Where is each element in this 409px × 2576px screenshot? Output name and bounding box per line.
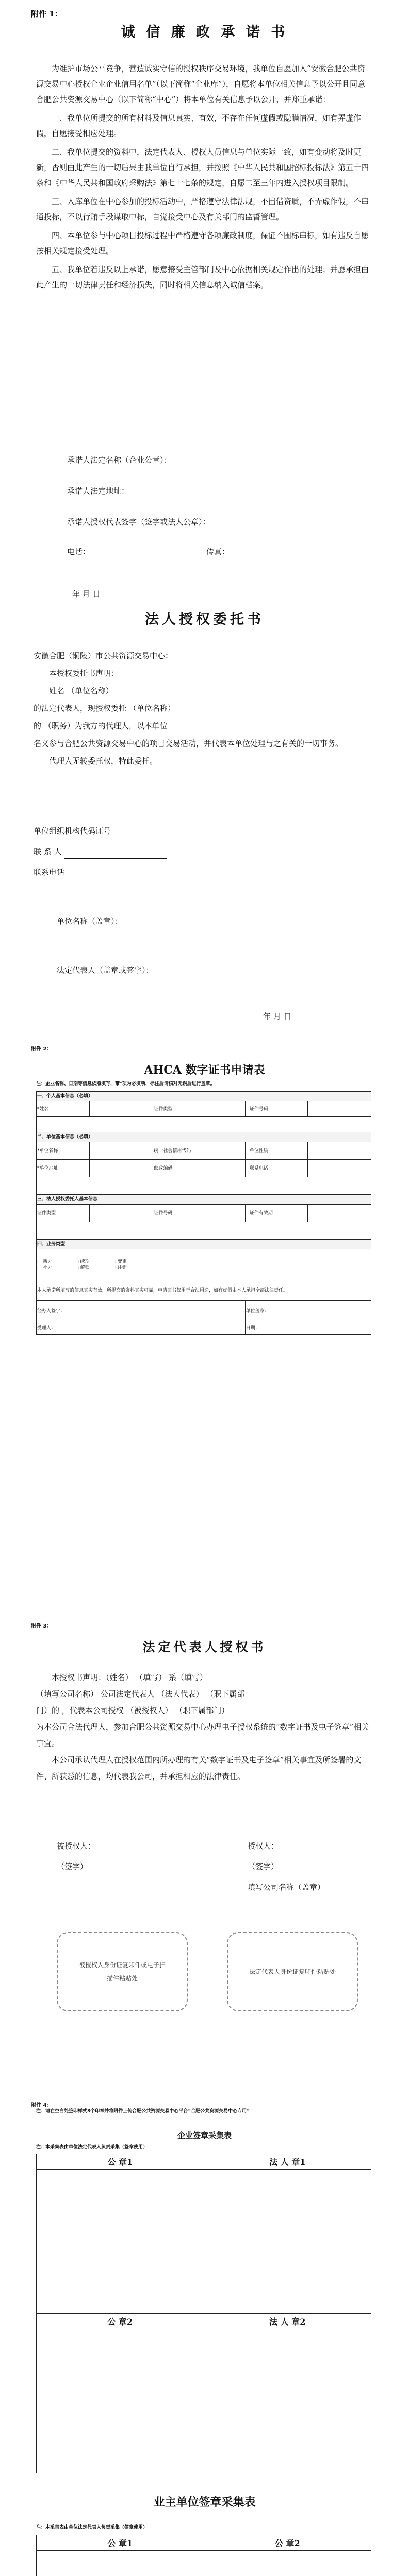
grantee-sign: （签字）: [57, 1862, 88, 1871]
ahca-form-table: [36, 1091, 371, 1335]
biz-unlock-checkbox[interactable]: □ 解锁: [74, 1265, 90, 1270]
org-code-label: 单位组织机构代码证号: [34, 826, 111, 836]
auth-line: 门）的 ，代表本公司授权 （被授权人） （职下属部门）: [36, 1706, 230, 1715]
unit-type-label: 单位性质: [249, 1142, 307, 1160]
phone-label: 联系电话: [34, 868, 65, 877]
receive-date: 日期：: [245, 1321, 371, 1335]
seal-area[interactable]: [37, 2170, 204, 2314]
enterprise-seal-page: [0, 2102, 409, 2488]
poa-line: 的法定代表人，现授权委托 （单位名称）: [34, 704, 175, 713]
agent-idno-label: 证件号码: [153, 1205, 245, 1222]
pledge-item-2: 二、我单位提交的资料中，法定代表人、授权人员信息与单位实际一致，如有变动将及时更新，否则由此产生的一切后果由我单位自行承担，并按照《中华人民共和国招标投标法》第五十四条和《中华人民共和国政府采购法》第七十七条的规定，自愿二至三年内进入授权项目限制。: [36, 147, 369, 188]
seal-area[interactable]: [204, 2329, 371, 2473]
agent-expiry-label: 证件有效期: [249, 1205, 307, 1222]
agent-expiry-input[interactable]: [308, 1205, 371, 1222]
pledger-tel: 电话：: [67, 547, 91, 556]
biz-renew-checkbox[interactable]: □ 续期: [74, 1259, 90, 1264]
idtype-label: 证件类型: [153, 1101, 245, 1117]
poa-page: [0, 613, 409, 1087]
pledge-item-3: 三、入库单位在中心参加的投标活动中，严格遵守法律法规，不出借资质，不弄虚作假，不串通投标，不以行贿手段谋取中标，自觉接受中心及有关部门的监督管理。: [36, 197, 369, 222]
owner-seal-table: [36, 2535, 371, 2576]
poa-unit-seal: 单位名称（盖章）：: [57, 917, 123, 926]
tel-label: 联系电话: [249, 1160, 307, 1177]
grantor-company: 填写公司名称（盖章）: [248, 1883, 325, 1892]
contact-label: 联 系 人: [34, 847, 62, 856]
blank-row: [37, 1222, 371, 1240]
seal-cell-title: 法 人 章2: [204, 2314, 371, 2329]
idno-input[interactable]: [308, 1101, 371, 1117]
ahca-terms: 本人承诺所填写的信息真实有效，所提交的资料真实可靠，申请证书仅用于合法用途，如有虚假由本人承担全部法律责任。: [37, 1280, 371, 1301]
seal-area[interactable]: [37, 2551, 204, 2576]
seal-table: [36, 2154, 371, 2473]
pledge-intro: 为维护市场公平竞争，营造诚实守信的授权秩序交易环境，我单位自愿加入“安徽合肥公共资源交易中心授权企业企业信用名单”（以下简称“企业库”），自愿将本单位相关信息予以公开且同意合肥公共资源交易中心（以下简称“中心”）将本单位有关信息予以公开，并郑重承诺：: [36, 64, 366, 104]
seal-cell-title: 公 章2: [37, 2314, 204, 2329]
unit-addr-input[interactable]: [90, 1160, 153, 1177]
unit-seal: 单位盖章：: [245, 1301, 371, 1321]
pledger-name: 承诺人法定名称（企业公章）：: [67, 455, 172, 465]
seal-cell-title: 公 章2: [204, 2535, 371, 2551]
unit-name-label: *单位名称: [37, 1142, 90, 1160]
section-agent: 三、法人授权委托人基本信息: [37, 1195, 371, 1205]
zip-input[interactable]: [245, 1160, 249, 1177]
zip-label: 邮政编码: [153, 1160, 245, 1177]
grantor-label: 授权人：: [248, 1841, 279, 1851]
credit-code-label: 统一社会信用代码: [153, 1142, 245, 1160]
box-label: 被授权人身份证复印件或电子扫描件粘贴处: [78, 1961, 166, 1982]
owner-seal-title: 业主单位签章采集表: [153, 2496, 256, 2509]
ahca-application-page: [0, 1046, 409, 1654]
biz-cancel-checkbox[interactable]: □ 注销: [111, 1265, 127, 1270]
auth-line: （填写公司名称） 公司法定代表人 （法人代表） （职下属部: [36, 1689, 245, 1699]
section-unit: 二、单位基本信息（必填）: [37, 1132, 371, 1142]
agent-idtype-input[interactable]: [90, 1205, 153, 1222]
poa-title: 法人授权委托书: [145, 612, 264, 628]
biz-reissue-checkbox[interactable]: □ 补办: [37, 1265, 53, 1270]
auth-title: 法定代表人授权书: [142, 1639, 267, 1654]
agent-idtype-label: 证件类型: [37, 1205, 90, 1222]
phone-field[interactable]: [67, 866, 170, 879]
poa-recipient: 安徽合肥（铜陵）市公共资源交易中心：: [34, 651, 173, 660]
section-personal: 一、个人基本信息（必填）: [37, 1092, 371, 1101]
pledger-signature: 承诺人授权代表签字（签字或法人公章）：: [67, 517, 210, 527]
receiver: 受理人：: [37, 1321, 246, 1335]
ahca-title: AHCA 数字证书申请表: [144, 1063, 265, 1077]
credit-code-input[interactable]: [245, 1142, 249, 1160]
tel-input[interactable]: [308, 1160, 371, 1177]
box-label: 法定代表人身份证复印件粘贴处: [249, 1968, 336, 1975]
pledge-item-5: 五、我单位若违反以上承诺，愿意接受主管部门及中心依据相关规定作出的处理；并愿承担由此产生的一切法律责任和经济损失，同时将相关信息纳入诚信档案。: [36, 265, 369, 290]
seal-cell-title: 法 人 章1: [204, 2154, 371, 2170]
attachment-label: 附件 3：: [31, 1623, 52, 1629]
blank-row: [37, 1177, 371, 1195]
seal-area[interactable]: [204, 2551, 371, 2576]
pledge-item-1: 一、我单位所提交的所有材料及信息真实、有效，不存在任何虚假或隐瞒情况，如有弄虚作假，自愿接受相应处理。: [36, 113, 362, 138]
agent-sign: 经办人签字：: [37, 1301, 246, 1321]
legal-rep-id-box[interactable]: [227, 1932, 358, 2011]
name-label: *姓名: [37, 1101, 90, 1117]
pledge-title: 诚 信 廉 政 承 诺 书: [121, 24, 288, 40]
seal-area[interactable]: [204, 2170, 371, 2314]
unit-name-input[interactable]: [90, 1142, 153, 1160]
grantee-id-box[interactable]: [57, 1932, 188, 2011]
poa-line: 姓名 （单位名称）: [49, 686, 113, 696]
legal-rep-auth-page: [0, 1623, 409, 2102]
auth-line: 本授权书声明：（姓名） （填写） 系（填写）: [52, 1673, 208, 1682]
idtype-input[interactable]: [245, 1101, 249, 1117]
integrity-pledge-page: [0, 0, 409, 613]
ahca-note: 注：企业名称、日期等信息依照填写，带*项为必填项，标注后请核对无误后进行盖章。: [36, 1081, 215, 1087]
poa-line: 本授权委托书声明：: [49, 669, 119, 678]
section-business: 四、业务类型: [37, 1240, 371, 1249]
auth-line: 为本公司合法代理人，参加合肥公共资源交易中心办理电子授权系统的“数字证书及电子签章”相关事宜。: [36, 1722, 369, 1748]
grantee-label: 被授权人：: [57, 1841, 96, 1851]
pledger-fax: 传真：: [206, 547, 230, 556]
seal-cell-title: 公 章1: [37, 2535, 204, 2551]
grantor-sign: （签字）: [248, 1862, 279, 1871]
seal-sub: 注：本采集表由单位法定代表人负责采集（签章使用）: [36, 2145, 148, 2150]
org-code-field[interactable]: [113, 824, 237, 838]
poa-line: 名义参与合肥公共资源交易中心的项目交易活动，并代表本单位处理与之有关的一切事务。: [34, 739, 343, 748]
contact-field[interactable]: [64, 845, 167, 859]
name-input[interactable]: [90, 1101, 153, 1117]
auth-line: 本公司承认代理人在授权范围内所办理的有关“数字证书及电子签章”相关事宜及所签署的文件、所获悉的信息，均代表我公司，并承担相应的法律责任。: [36, 1755, 362, 1781]
seal-area[interactable]: [37, 2329, 204, 2473]
owner-seal-sub: 注：本采集表由单位法定代表人负责采集（签章使用）: [36, 2525, 148, 2530]
poa-line: 代理人无转委托权，特此委托。: [49, 756, 158, 766]
seal-note: 注：请在空白处签印样式3个印章并将附件上传合肥公共资源交易中心平台“合肥公共资源交易中心专用”: [36, 2109, 250, 2114]
idno-label: 证件号码: [249, 1101, 307, 1117]
attachment-label: 附件 4：: [31, 2103, 52, 2108]
attachment-label: 附件 2：: [31, 1046, 52, 1052]
pledger-address: 承诺人法定地址：: [67, 486, 129, 496]
blank-row: [37, 1117, 371, 1132]
seal-title: 企业签章采集表: [177, 2131, 232, 2140]
unit-type-input[interactable]: [308, 1142, 371, 1160]
pledge-date: 年 月 日: [72, 589, 101, 599]
poa-line: 的 （职务）为我方的代理人，以本单位: [34, 721, 168, 731]
owner-seal-page: [0, 2494, 409, 2576]
agent-idno-input[interactable]: [245, 1205, 249, 1222]
poa-legal-sign: 法定代表人（盖章或签字）：: [57, 965, 154, 975]
poa-date: 年 月 日: [263, 1012, 291, 1021]
unit-addr-label: *单位地址: [37, 1160, 90, 1177]
biz-new-checkbox[interactable]: □ 新办: [37, 1259, 53, 1264]
seal-cell-title: 公 章1: [37, 2154, 204, 2170]
attachment-label: 附件 1：: [31, 9, 62, 19]
pledge-item-4: 四、本单位参与中心项目投标过程中严格遵守各项廉政制度，保证不围标串标，如有违反自愿按相关规定接受处理。: [36, 231, 369, 256]
biz-change-checkbox[interactable]: □ 变更: [111, 1259, 127, 1264]
business-types: [37, 1249, 371, 1280]
